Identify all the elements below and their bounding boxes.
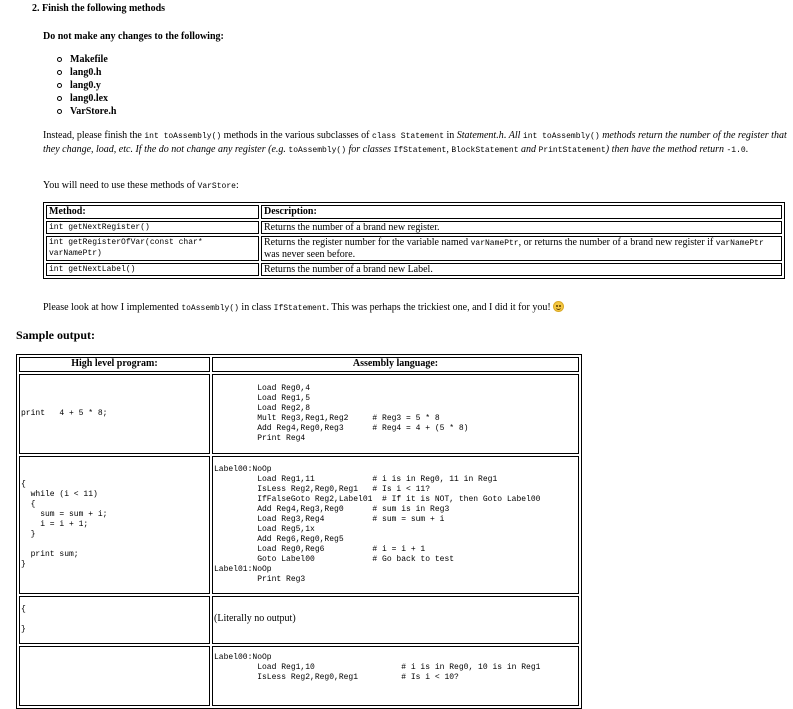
method-cell: int getRegisterOfVar(const char* varNamePtr) xyxy=(46,236,259,261)
high-level-cell: { while (i < 11) { sum = sum + i; i = i + 1; } print sum; } xyxy=(19,456,210,594)
high-level-column-header: High level program: xyxy=(19,357,210,372)
section-heading: 2. Finish the following methods xyxy=(32,3,166,14)
list-item: VarStore.h xyxy=(55,105,116,118)
table-row xyxy=(46,236,782,261)
table-header-row xyxy=(46,205,782,219)
assembly-cell: Load Reg0,4 Load Reg1,5 Load Reg2,8 Mult Reg3,Reg1,Reg2 # Reg3 = 5 * 8 Add Reg4,Reg0,Reg3 # Reg4 = 4 + (5 * 8) Print Reg4 xyxy=(212,374,579,454)
file-list xyxy=(55,53,116,118)
sample-output-table xyxy=(16,354,582,709)
list-item: Makefile xyxy=(55,53,116,66)
assembly-column-header: Assembly language: xyxy=(212,357,579,372)
list-item: lang0.lex xyxy=(55,92,116,105)
smiley-icon xyxy=(553,301,564,312)
methods-intro: You will need to use these methods of VarStore: xyxy=(43,180,239,191)
assembly-cell: Label00:NoOp Load Reg1,11 # i is in Reg0, 11 in Reg1 IsLess Reg2,Reg0,Reg1 # Is i < 11? IfFalseGoto Reg2,Label01 # If it is NOT, then Goto Label00 Add Reg4,Reg3,Reg0 # sum is in Reg3 Load Reg3,Reg4 # sum = sum + i Load Reg5,1x Add Reg6,Reg0,Reg5 Load Reg0,Reg6 # i = i + 1 Goto Label00 # Go back to test Label01:NoOp Print Reg3 xyxy=(212,456,579,594)
description-cell: Returns the number of a brand new register. xyxy=(261,221,782,234)
no-change-label: Do not make any changes to the following: xyxy=(43,31,224,42)
assembly-cell: (Literally no output) xyxy=(212,596,579,644)
methods-table xyxy=(43,202,785,279)
high-level-cell xyxy=(19,646,210,706)
instructions-paragraph: Instead, please finish the int toAssembly() methods in the various subclasses of class Statement in Statement.h. All int toAssembly() methods return the number of the register that they change, load, etc. If the do not change any register (e.g. toAssembly() for classes IfStatement, BlockStatement and PrintStatement) then have the method return -1.0. xyxy=(43,130,787,155)
list-item: lang0.h xyxy=(55,66,116,79)
table-row xyxy=(19,456,579,594)
method-cell: int getNextLabel() xyxy=(46,263,259,276)
table-row xyxy=(19,646,579,706)
description-cell: Returns the number of a brand new Label. xyxy=(261,263,782,276)
implementation-note: Please look at how I implemented toAssembly() in class IfStatement. This was perhaps the trickiest one, and I did it for you! xyxy=(43,301,564,315)
table-row xyxy=(46,263,782,276)
table-row xyxy=(19,374,579,454)
assembly-cell: Label00:NoOp Load Reg1,10 # i is in Reg0, 10 is in Reg1 IsLess Reg2,Reg0,Reg1 # Is i < 10? xyxy=(212,646,579,706)
high-level-cell: print 4 + 5 * 8; xyxy=(19,374,210,454)
high-level-cell: { } xyxy=(19,596,210,644)
description-column-header: Description: xyxy=(261,205,782,219)
table-row xyxy=(46,221,782,234)
list-item: lang0.y xyxy=(55,79,116,92)
description-cell: Returns the register number for the variable named varNamePtr, or returns the number of a brand new register if varNamePtr was never seen before. xyxy=(261,236,782,261)
table-row xyxy=(19,596,579,644)
method-column-header: Method: xyxy=(46,205,259,219)
method-cell: int getNextRegister() xyxy=(46,221,259,234)
table-header-row xyxy=(19,357,579,372)
sample-output-heading: Sample output: xyxy=(16,328,96,342)
